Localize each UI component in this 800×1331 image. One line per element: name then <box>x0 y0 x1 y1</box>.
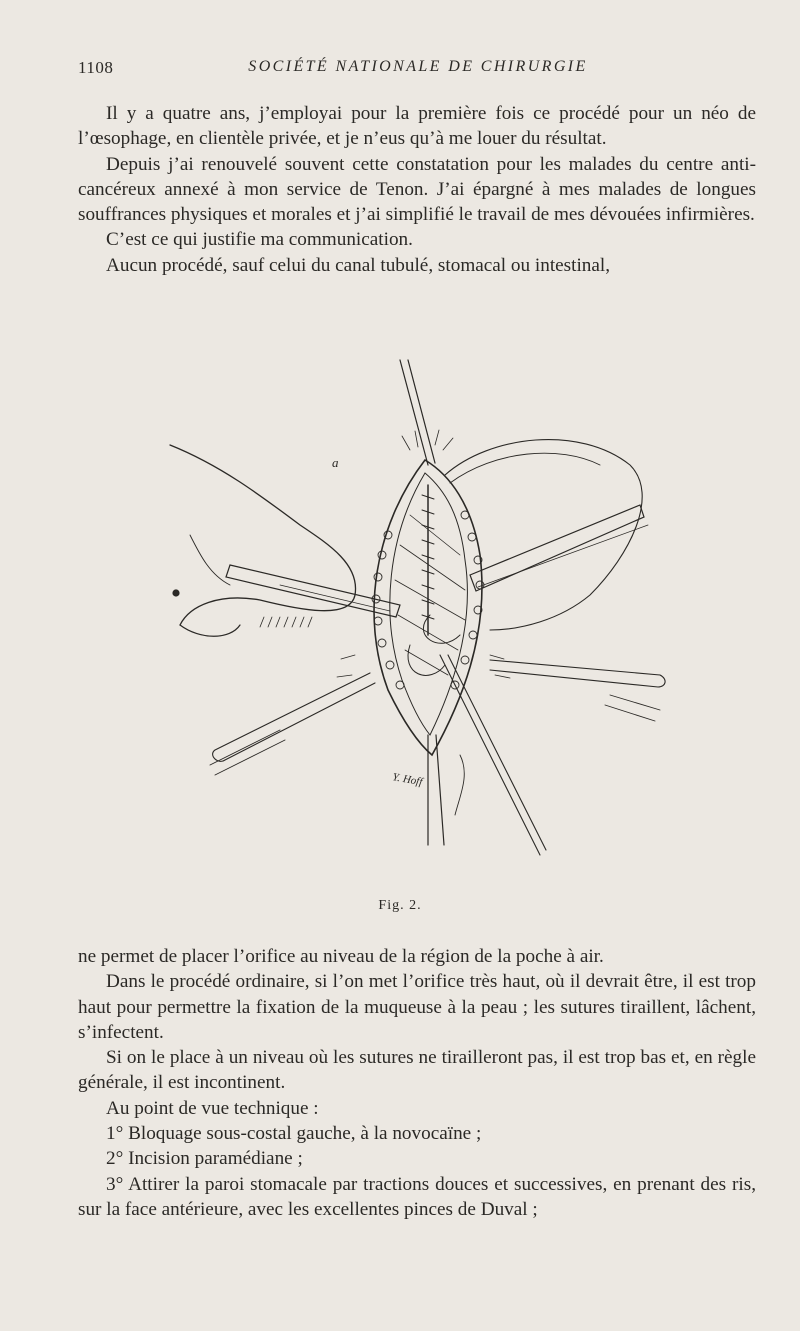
page-number: 1108 <box>78 58 114 77</box>
body-text-bottom <box>78 944 756 1222</box>
paragraph: Il y a quatre ans, j’employai pour la première fois ce procédé pour un néo de l’œsophage, en clientèle privée, et je n’eus qu’à me louer du résultat. <box>78 103 756 150</box>
page-header <box>78 58 758 82</box>
paragraph: Au point de vue technique : <box>106 1097 319 1119</box>
list-item: 3° Attirer la paroi stomacale par tractions douces et successives, en prenant des ris, sur la face antérieure, avec les excellentes pinces de Duval ; <box>78 1173 756 1220</box>
artist-signature: Y. Hoff <box>391 771 424 789</box>
paragraph: Dans le procédé ordinaire, si l’on met l’orifice très haut, où il devrait être, il est trop haut pour permettre la fixation de la muqueuse à la peau ; les sutures tiraillent, lâchent, s’infectent. <box>78 971 756 1043</box>
running-title: SOCIÉTÉ NATIONALE DE CHIRURGIE <box>248 58 588 75</box>
paragraph: Depuis j’ai renouvelé souvent cette constatation pour les malades du centre anti-cancéreux annexé à mon service de Tenon. J’ai épargné à mes malades de longues souffrances physiques et morales et j’ai simplifié le travail de mes dévouées infirmières. <box>78 153 756 226</box>
paragraph: C’est ce qui justifie ma communication. <box>106 229 413 251</box>
list-item: 1° Bloquage sous-costal gauche, à la novocaïne ; <box>106 1123 482 1145</box>
paragraph: Aucun procédé, sauf celui du canal tubulé, stomacal ou intestinal, <box>106 254 611 276</box>
paragraph: ne permet de placer l’orifice au niveau de la région de la poche à air. <box>78 946 604 967</box>
list-item: 2° Incision paramédiane ; <box>106 1148 303 1170</box>
body-text-top <box>78 101 756 278</box>
paragraph: Si on le place à un niveau où les sutures ne tirailleront pas, il est trop bas et, en règle générale, il est incontinent. <box>78 1047 756 1094</box>
figure-label-a: a <box>332 455 339 470</box>
figure-caption: Fig. 2. <box>378 898 422 913</box>
surgical-illustration <box>160 355 680 895</box>
